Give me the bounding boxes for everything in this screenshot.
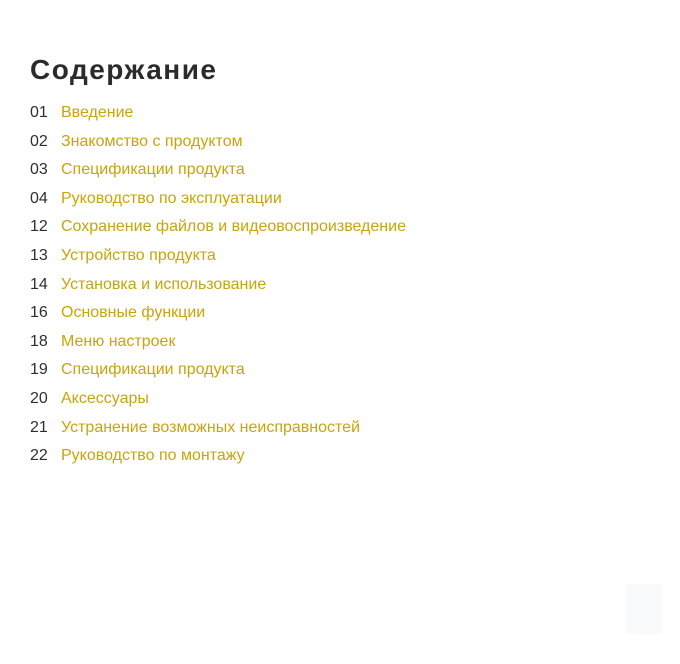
toc-entry[interactable] [30, 156, 406, 185]
toc-page-number: 14 [30, 275, 48, 293]
toc-entry[interactable] [30, 414, 406, 443]
toc-entry-label[interactable]: Спецификации продукта [61, 361, 245, 379]
toc-entry[interactable] [30, 442, 406, 471]
toc-page-number: 03 [30, 161, 48, 179]
toc-entry[interactable] [30, 271, 406, 300]
toc-entry-label[interactable]: Устройство продукта [61, 246, 216, 264]
toc-entry[interactable] [30, 185, 406, 214]
toc-entry[interactable] [30, 213, 406, 242]
toc-page-number: 18 [30, 332, 48, 350]
toc-entry-label[interactable]: Руководство по монтажу [61, 447, 245, 465]
toc-page-number: 01 [30, 104, 48, 121]
toc-entry[interactable] [30, 356, 406, 385]
toc-entry-label[interactable]: Устранение возможных неисправностей [61, 418, 360, 436]
toc-page-number: 12 [30, 218, 48, 236]
table-of-contents [30, 99, 406, 471]
toc-entry-label[interactable]: Введение [61, 104, 134, 121]
toc-page-number: 22 [30, 447, 48, 465]
toc-page-number: 21 [30, 418, 48, 436]
toc-entry[interactable] [30, 99, 406, 128]
toc-page-number: 02 [30, 132, 48, 150]
toc-entry-label[interactable]: Спецификации продукта [61, 161, 245, 179]
toc-page-number: 04 [30, 189, 48, 207]
toc-page-number: 16 [30, 304, 48, 322]
toc-entry[interactable] [30, 242, 406, 271]
toc-entry-label[interactable]: Установка и использование [61, 275, 267, 293]
toc-entry-label[interactable]: Основные функции [61, 304, 206, 322]
toc-entry[interactable] [30, 385, 406, 414]
toc-entry-label[interactable]: Сохранение файлов и видеовоспроизведение [61, 218, 406, 236]
toc-entry-label[interactable]: Знакомство с продуктом [61, 132, 243, 150]
toc-entry[interactable] [30, 299, 406, 328]
toc-entry-label[interactable]: Аксессуары [61, 389, 149, 407]
toc-entry[interactable] [30, 328, 406, 357]
toc-entry[interactable] [30, 128, 406, 157]
toc-page-number: 19 [30, 361, 48, 379]
toc-entry-label[interactable]: Руководство по эксплуатации [61, 189, 282, 207]
scan-artifact [626, 584, 662, 634]
toc-page-number: 13 [30, 246, 48, 264]
page-title: Содержание [30, 54, 218, 85]
toc-page-number: 20 [30, 389, 48, 407]
toc-entry-label[interactable]: Меню настроек [61, 332, 176, 350]
